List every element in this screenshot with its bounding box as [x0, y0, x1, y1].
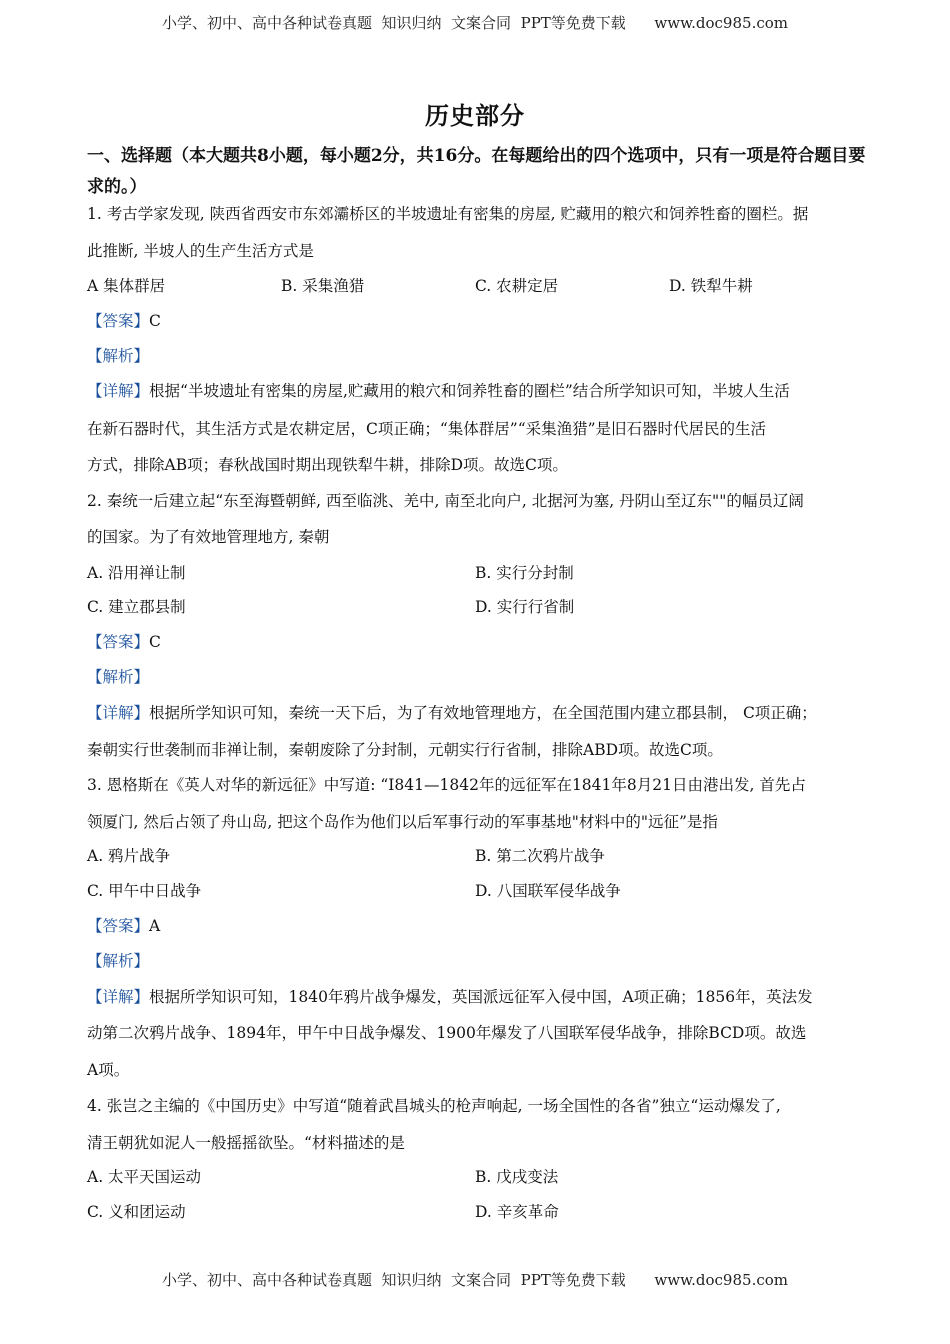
- page-footer: 小学、初中、高中各种试卷真题 知识归纳 文案合同 PPT等免费下载 www.doc985.com: [161, 1271, 788, 1289]
- q3-detail-line2: 动第二次鸦片战争、1894年，甲午中日战争爆发、1900年爆发了八国联军侵华战争，排除BCD项。故选: [87, 1024, 807, 1042]
- q2-stem-line2: 的国家。为了有效地管理地方, 秦朝: [87, 528, 330, 546]
- q1-answer: 【答案】C: [87, 312, 161, 330]
- q3-option-c: C. 甲午中日战争: [87, 882, 202, 900]
- q2-stem-line1: 2. 秦统一后建立起“东至海暨朝鲜, 西至临洮、羌中, 南至北向户, 北据河为塞, 丹阴山至辽东""的幅员辽阔: [87, 492, 804, 510]
- q4-option-b: B. 戊戌变法: [475, 1168, 559, 1186]
- section-heading: 一、选择题（本大题共8小题，每小题2分，共16分。在每题给出的四个选项中，只有一项是符合题目要求的。）: [87, 146, 866, 197]
- q1-option-a: A 集体群居: [87, 277, 166, 295]
- q2-analysis-label: 【解析】: [87, 668, 150, 686]
- q1-option-d: D. 铁犁牛耕: [669, 277, 753, 295]
- q3-option-d: D. 八国联军侵华战争: [475, 882, 621, 900]
- q3-answer: 【答案】A: [87, 917, 161, 935]
- q3-detail-line3: A项。: [87, 1061, 130, 1079]
- q4-stem-line2: 清王朝犹如泥人一般摇摇欲坠。“材料描述的是: [87, 1134, 405, 1152]
- q2-detail-line2: 秦朝实行世袭制而非禅让制，秦朝废除了分封制，元朝实行行省制，排除ABD项。故选C项。: [87, 741, 723, 759]
- page-header: 小学、初中、高中各种试卷真题 知识归纳 文案合同 PPT等免费下载 www.doc985.com: [161, 14, 788, 32]
- q4-option-a: A. 太平天国运动: [87, 1168, 202, 1186]
- q3-option-b: B. 第二次鸦片战争: [475, 847, 605, 865]
- q1-detail-line2: 在新石器时代，其生活方式是农耕定居，C项正确；“集体群居”“采集渔猎”是旧石器时代居民的生活: [87, 420, 767, 438]
- q3-stem-line2: 领厦门, 然后占领了舟山岛, 把这个岛作为他们以后军事行动的军事基地"材料中的"远征”是指: [87, 813, 718, 831]
- q2-option-a: A. 沿用禅让制: [87, 564, 186, 582]
- q4-stem-line1: 4. 张岂之主编的《中国历史》中写道“随着武昌城头的枪声响起, 一场全国性的各省”独立“运动爆发了,: [87, 1097, 781, 1115]
- q1-analysis-label: 【解析】: [87, 347, 150, 365]
- q2-detail-line1: 【详解】根据所学知识可知，秦统一天下后，为了有效地管理地方，在全国范围内建立郡县制， C项正确；: [87, 704, 817, 722]
- page-title: 历史部分: [425, 101, 525, 130]
- q2-answer: 【答案】C: [87, 633, 161, 651]
- q3-analysis-label: 【解析】: [87, 952, 150, 970]
- q3-option-a: A. 鸦片战争: [87, 847, 171, 865]
- q1-detail-line1: 【详解】根据“半坡遗址有密集的房屋,贮藏用的粮穴和饲养牲畜的圈栏”结合所学知识可知，半坡人生活: [87, 382, 790, 400]
- q1-stem-line1: 1. 考古学家发现, 陕西省西安市东郊灞桥区的半坡遗址有密集的房屋, 贮藏用的粮穴和饲养牲畜的圈栏。据: [87, 205, 809, 223]
- q1-detail-line3: 方式，排除AB项；春秋战国时期出现铁犁牛耕，排除D项。故选C项。: [87, 456, 568, 474]
- q3-stem-line1: 3. 恩格斯在《英人对华的新远征》中写道: “I841—1842年的远征军在1841年8月21日由港出发, 首先占: [87, 776, 806, 794]
- q2-option-b: B. 实行分封制: [475, 564, 574, 582]
- q4-option-d: D. 辛亥革命: [475, 1203, 559, 1221]
- q2-option-c: C. 建立郡县制: [87, 598, 186, 616]
- q3-detail-line1: 【详解】根据所学知识可知，1840年鸦片战争爆发，英国派远征军入侵中国，A项正确；1856年，英法发: [87, 988, 813, 1006]
- q1-option-c: C. 农耕定居: [475, 277, 559, 295]
- q1-option-b: B. 采集渔猎: [281, 277, 365, 295]
- q1-stem-line2: 此推断, 半坡人的生产生活方式是: [87, 242, 314, 260]
- q4-option-c: C. 义和团运动: [87, 1203, 186, 1221]
- q2-option-d: D. 实行行省制: [475, 598, 575, 616]
